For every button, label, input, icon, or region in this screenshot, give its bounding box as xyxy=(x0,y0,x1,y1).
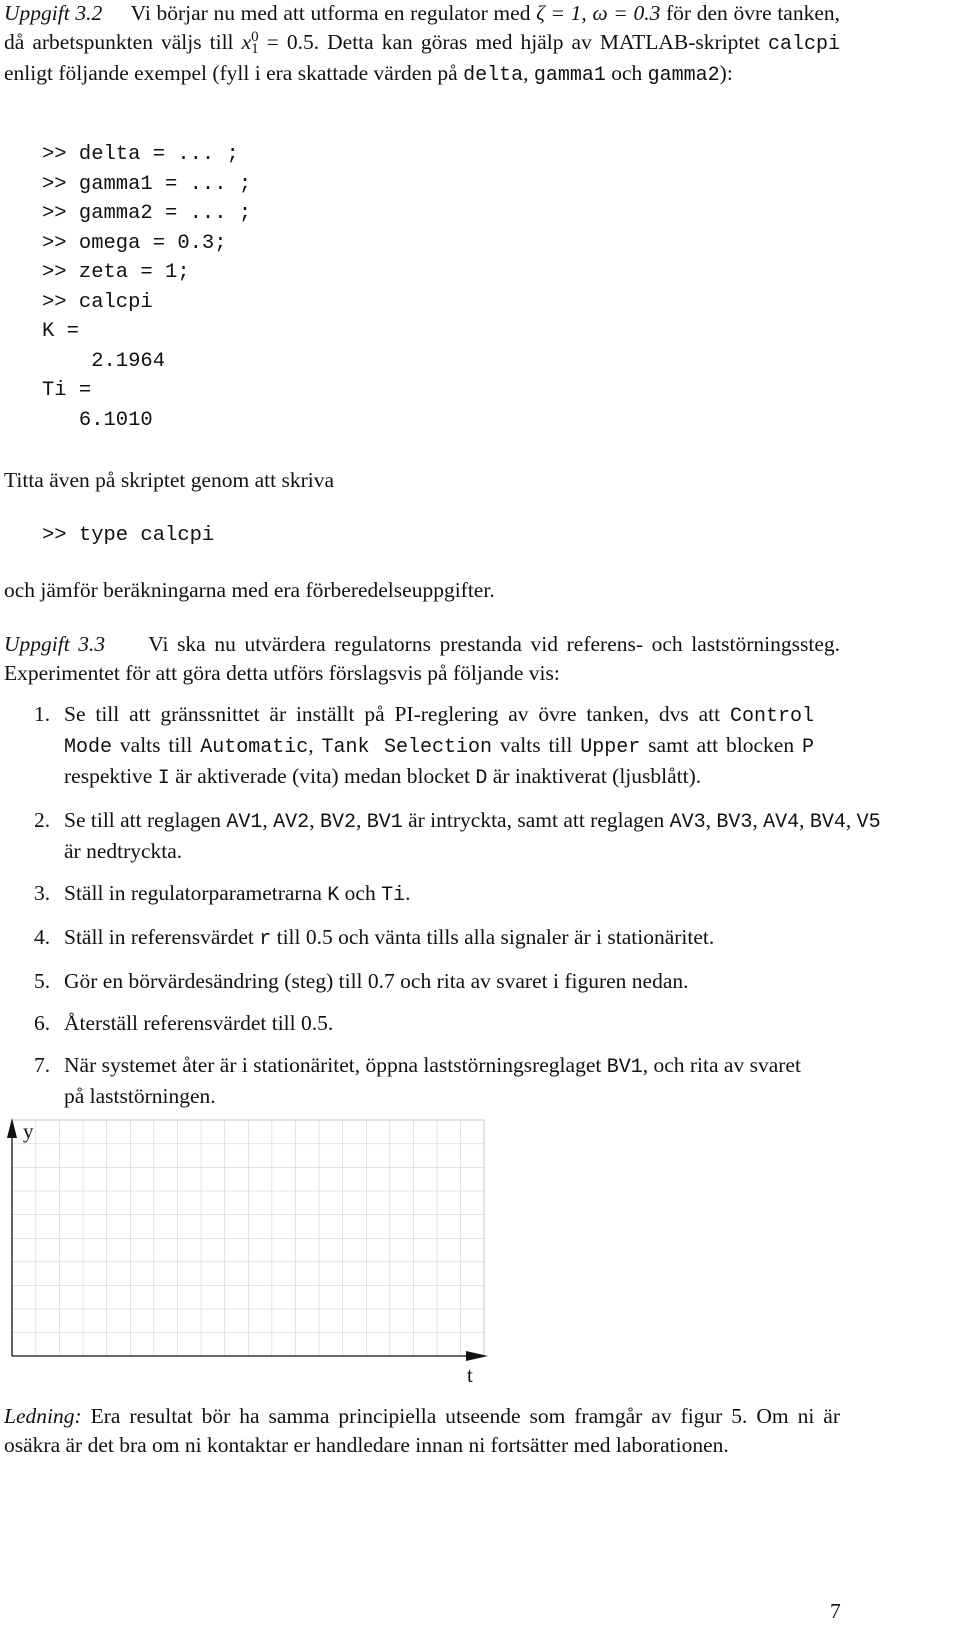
list-item xyxy=(4,700,814,793)
code-span: K xyxy=(327,884,340,907)
text-span: är inaktiverat (ljusblått). xyxy=(487,764,702,788)
step-number: 4. xyxy=(34,925,51,949)
text-span: , xyxy=(752,808,764,832)
grid-area xyxy=(12,1120,484,1356)
step-number: 7. xyxy=(34,1053,51,1077)
code-span: P xyxy=(802,736,815,759)
code-span: V5 xyxy=(856,811,881,834)
x-variable: x xyxy=(241,30,252,54)
x-value: = 0.5 xyxy=(258,30,314,54)
code-span: AV1 xyxy=(226,811,263,834)
text-span: , xyxy=(355,808,367,832)
code-span: BV3 xyxy=(716,811,753,834)
code-span: Automatic xyxy=(200,736,309,759)
text-span: är aktiverade (vita) medan blocket xyxy=(169,764,476,788)
text-span: Vi börjar nu med att utforma en regulator med xyxy=(130,1,537,25)
text-span: Gör en börvärdesändring (steg) till 0.7 och rita av svaret i figuren nedan. xyxy=(64,969,689,993)
text-span: är nedtryckta. xyxy=(64,839,183,863)
text-span: , xyxy=(523,61,534,85)
step-number: 3. xyxy=(34,881,51,905)
text-span: Återställ referensvärdet till 0.5. xyxy=(64,1011,334,1035)
compare-text: och jämför beräkningarna med era förberedelseuppgifter. xyxy=(4,578,495,602)
text-span: . xyxy=(405,881,411,905)
text-span: När systemet åter är i stationäritet, öppna laststörningsreglaget xyxy=(64,1053,607,1077)
code-span: I xyxy=(157,767,170,790)
code-span: BV1 xyxy=(606,1056,643,1079)
text-span: , xyxy=(308,733,322,757)
y-axis-label: y xyxy=(23,1119,34,1143)
task-3-2-label: Uppgift 3.2 xyxy=(4,1,103,25)
x-subscript: 1 xyxy=(251,41,259,57)
var-delta: delta xyxy=(463,64,524,87)
code-span: BV4 xyxy=(809,811,846,834)
list-item xyxy=(4,806,924,866)
text-span: är intryckta, samt att reglagen xyxy=(402,808,670,832)
text-span: Se till att gränssnittet är inställt på PI-reglering av övre tanken, dvs att xyxy=(64,702,730,726)
text-span: , xyxy=(799,808,810,832)
var-gamma2: gamma2 xyxy=(647,64,720,87)
text-span: till 0.5 och vänta tills alla signaler är i stationäritet. xyxy=(271,925,715,949)
script-name: calcpi xyxy=(767,33,840,56)
code-span: AV3 xyxy=(669,811,706,834)
task-3-2-paragraph xyxy=(4,0,840,90)
text-span: valts till xyxy=(112,733,201,757)
text-span: valts till xyxy=(492,733,581,757)
text-span: , och rita av svaret på laststörningen. xyxy=(64,1053,801,1108)
code-span: D xyxy=(475,767,488,790)
var-gamma1: gamma1 xyxy=(533,64,606,87)
type-calcpi-command: >> type calcpi xyxy=(42,524,215,547)
step-number: 1. xyxy=(34,702,51,726)
hint-label: Ledning: xyxy=(4,1404,82,1428)
hint-paragraph xyxy=(4,1402,840,1460)
code-span: Tank Selection xyxy=(321,736,493,759)
text-span: samt att blocken xyxy=(640,733,802,757)
page-number: 7 xyxy=(830,1599,841,1623)
text-span: för den övre tanken, då arbetspunkten väljs till xyxy=(4,1,841,54)
list-item xyxy=(4,967,924,996)
step-number: 6. xyxy=(34,1011,51,1035)
text-span: och xyxy=(605,61,648,85)
text-span: , xyxy=(845,808,857,832)
text-span: Ställ in referensvärdet xyxy=(64,925,260,949)
text-span: . Detta kan göras med hjälp av MATLAB-skriptet xyxy=(313,30,768,54)
code-span: BV1 xyxy=(366,811,403,834)
text-span: Vi ska nu utvärdera regulatorns prestanda vid referens- och laststörningssteg. Experimentet för att göra detta utförs förslagsvis på följande vis: xyxy=(4,632,840,685)
zeta-omega-math: ζ = 1, ω = 0.3 xyxy=(536,1,661,25)
list-item xyxy=(4,879,924,910)
text-span: , xyxy=(262,808,274,832)
text-span: , xyxy=(705,808,717,832)
code-span: Ti xyxy=(381,884,406,907)
step-number: 5. xyxy=(34,969,51,993)
x-superscript: 0 xyxy=(251,29,259,45)
text-span: , xyxy=(309,808,320,832)
text-span: Se till att reglagen xyxy=(64,808,227,832)
text-span: enligt följande exempel (fyll i era skattade värden på xyxy=(4,61,464,85)
x-script xyxy=(251,31,259,55)
response-sketch-grid xyxy=(4,1112,504,1392)
code-span: Control Mode xyxy=(64,705,814,759)
text-span: ): xyxy=(719,61,733,85)
step-number: 2. xyxy=(34,808,51,832)
list-item xyxy=(4,1009,924,1038)
x-axis-label: t xyxy=(467,1363,473,1387)
task-3-3-paragraph xyxy=(4,630,840,688)
code-span: Upper xyxy=(580,736,641,759)
text-span: Ställ in regulatorparametrarna xyxy=(64,881,328,905)
code-span: r xyxy=(259,928,272,951)
text-span: respektive xyxy=(64,764,158,788)
see-script-text: Titta även på skriptet genom att skriva xyxy=(4,468,335,492)
task-3-3-label: Uppgift 3.3 xyxy=(4,632,106,656)
text-span: Era resultat bör ha samma principiella utseende som framgår av figur 5. Om ni är osäkra är det bra om ni kontaktar er handledare innan ni fortsätter med laborationen. xyxy=(4,1404,840,1457)
matlab-code-block: >> delta = ... ; >> gamma1 = ... ; >> gamma2 = ... ; >> omega = 0.3; >> zeta = 1; >> calcpi K = 2.1964 Ti = 6.1010 xyxy=(42,143,252,432)
code-span: BV2 xyxy=(319,811,356,834)
list-item xyxy=(4,923,924,954)
list-item xyxy=(4,1051,814,1111)
text-span: och xyxy=(339,881,382,905)
procedure-steps xyxy=(4,700,924,1124)
code-span: AV2 xyxy=(273,811,310,834)
code-span: AV4 xyxy=(763,811,800,834)
